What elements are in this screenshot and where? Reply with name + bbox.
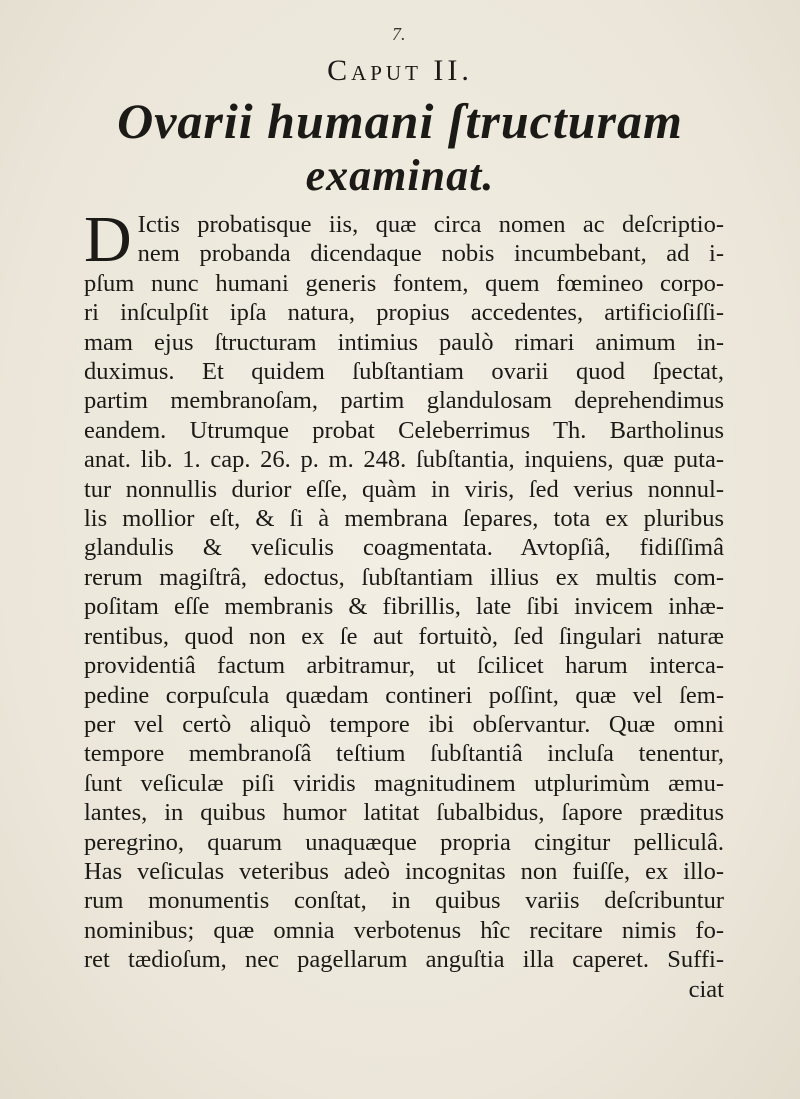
text-line: nominibus; quæ omnia verbotenus hîc recitare nimis fo- [84, 916, 724, 944]
text-line: glandulis & veſiculis coagmentata. Avtopſiâ, fidiſſimâ [84, 534, 724, 562]
text-line: partim membranoſam, partim glandulosam deprehendimus [84, 387, 724, 415]
text-line: pſum nunc humani generis fontem, quem fœmineo corpo- [84, 269, 724, 297]
text-line: lantes, in quibus humor latitat ſubalbidus, ſapore præditus [84, 799, 724, 827]
catchword: ciat [688, 975, 724, 1003]
text-line: Has veſiculas veteribus adeò incognitas non fuiſſe, ex illo- [84, 857, 724, 885]
body-text [84, 203, 724, 1004]
text-line: ſunt veſiculæ piſi viridis magnitudinem utplurimùm æmu- [84, 769, 724, 797]
text-line: Ictis probatisque iis, quæ circa nomen ac deſcriptio- [137, 211, 724, 238]
text-line: duximus. Et quidem ſubſtantiam ovarii quod ſpectat, [84, 358, 724, 386]
page-mark: 7. [392, 24, 406, 44]
text-line: anat. lib. 1. cap. 26. p. m. 248. ſubſtantia, inquiens, quæ puta- [84, 446, 724, 474]
text-line: rum monumentis conſtat, in quibus variis deſcribuntur [84, 887, 724, 915]
text-line: poſitam eſſe membranis & fibrillis, late ſibi invicem inhæ- [84, 593, 724, 621]
chapter-heading: Caput II. [327, 54, 473, 87]
text-line: tempore membranoſâ teſtium ſubſtantiâ incluſa tenentur, [84, 740, 724, 768]
text-line: rentibus, quod non ex ſe aut fortuitò, ſed ſingulari naturæ [84, 622, 724, 650]
text-line: ret tædioſum, nec pagellarum anguſtia illa caperet. Suffi- [84, 946, 724, 974]
chapter-title-line-2: examinat. [305, 151, 495, 200]
text-line: eandem. Utrumque probat Celeberrimus Th. Bartholinus [84, 416, 724, 444]
text-line: pedine corpuſcula quædam contineri poſſint, quæ vel ſem- [84, 681, 724, 709]
drop-cap: D [84, 203, 132, 276]
text-line: tur nonnullis durior eſſe, quàm in viris, ſed verius nonnul- [84, 475, 724, 503]
text-line: lis mollior eſt, & ſi à membrana ſepares, tota ex pluribus [84, 505, 724, 533]
text-line: peregrino, quarum unaquæque propria cingitur pelliculâ. [84, 828, 724, 856]
text-line: ri inſculpſit ipſa natura, propius accedentes, artificioſiſſi- [84, 299, 724, 327]
text-line: mam ejus ſtructuram intimius paulò rimari animum in- [84, 328, 724, 356]
text-line: rerum magiſtrâ, edoctus, ſubſtantiam illius ex multis com- [84, 563, 724, 591]
text-line: per vel certò aliquò tempore ibi obſervantur. Quæ omni [84, 710, 724, 738]
chapter-title-line-1: Ovarii humani ſtructuram [117, 93, 683, 149]
text-line: providentiâ factum arbitramur, ut ſcilicet harum interca- [84, 652, 724, 680]
text-line: nem probanda dicendaque nobis incumbebant, ad i- [137, 240, 724, 268]
